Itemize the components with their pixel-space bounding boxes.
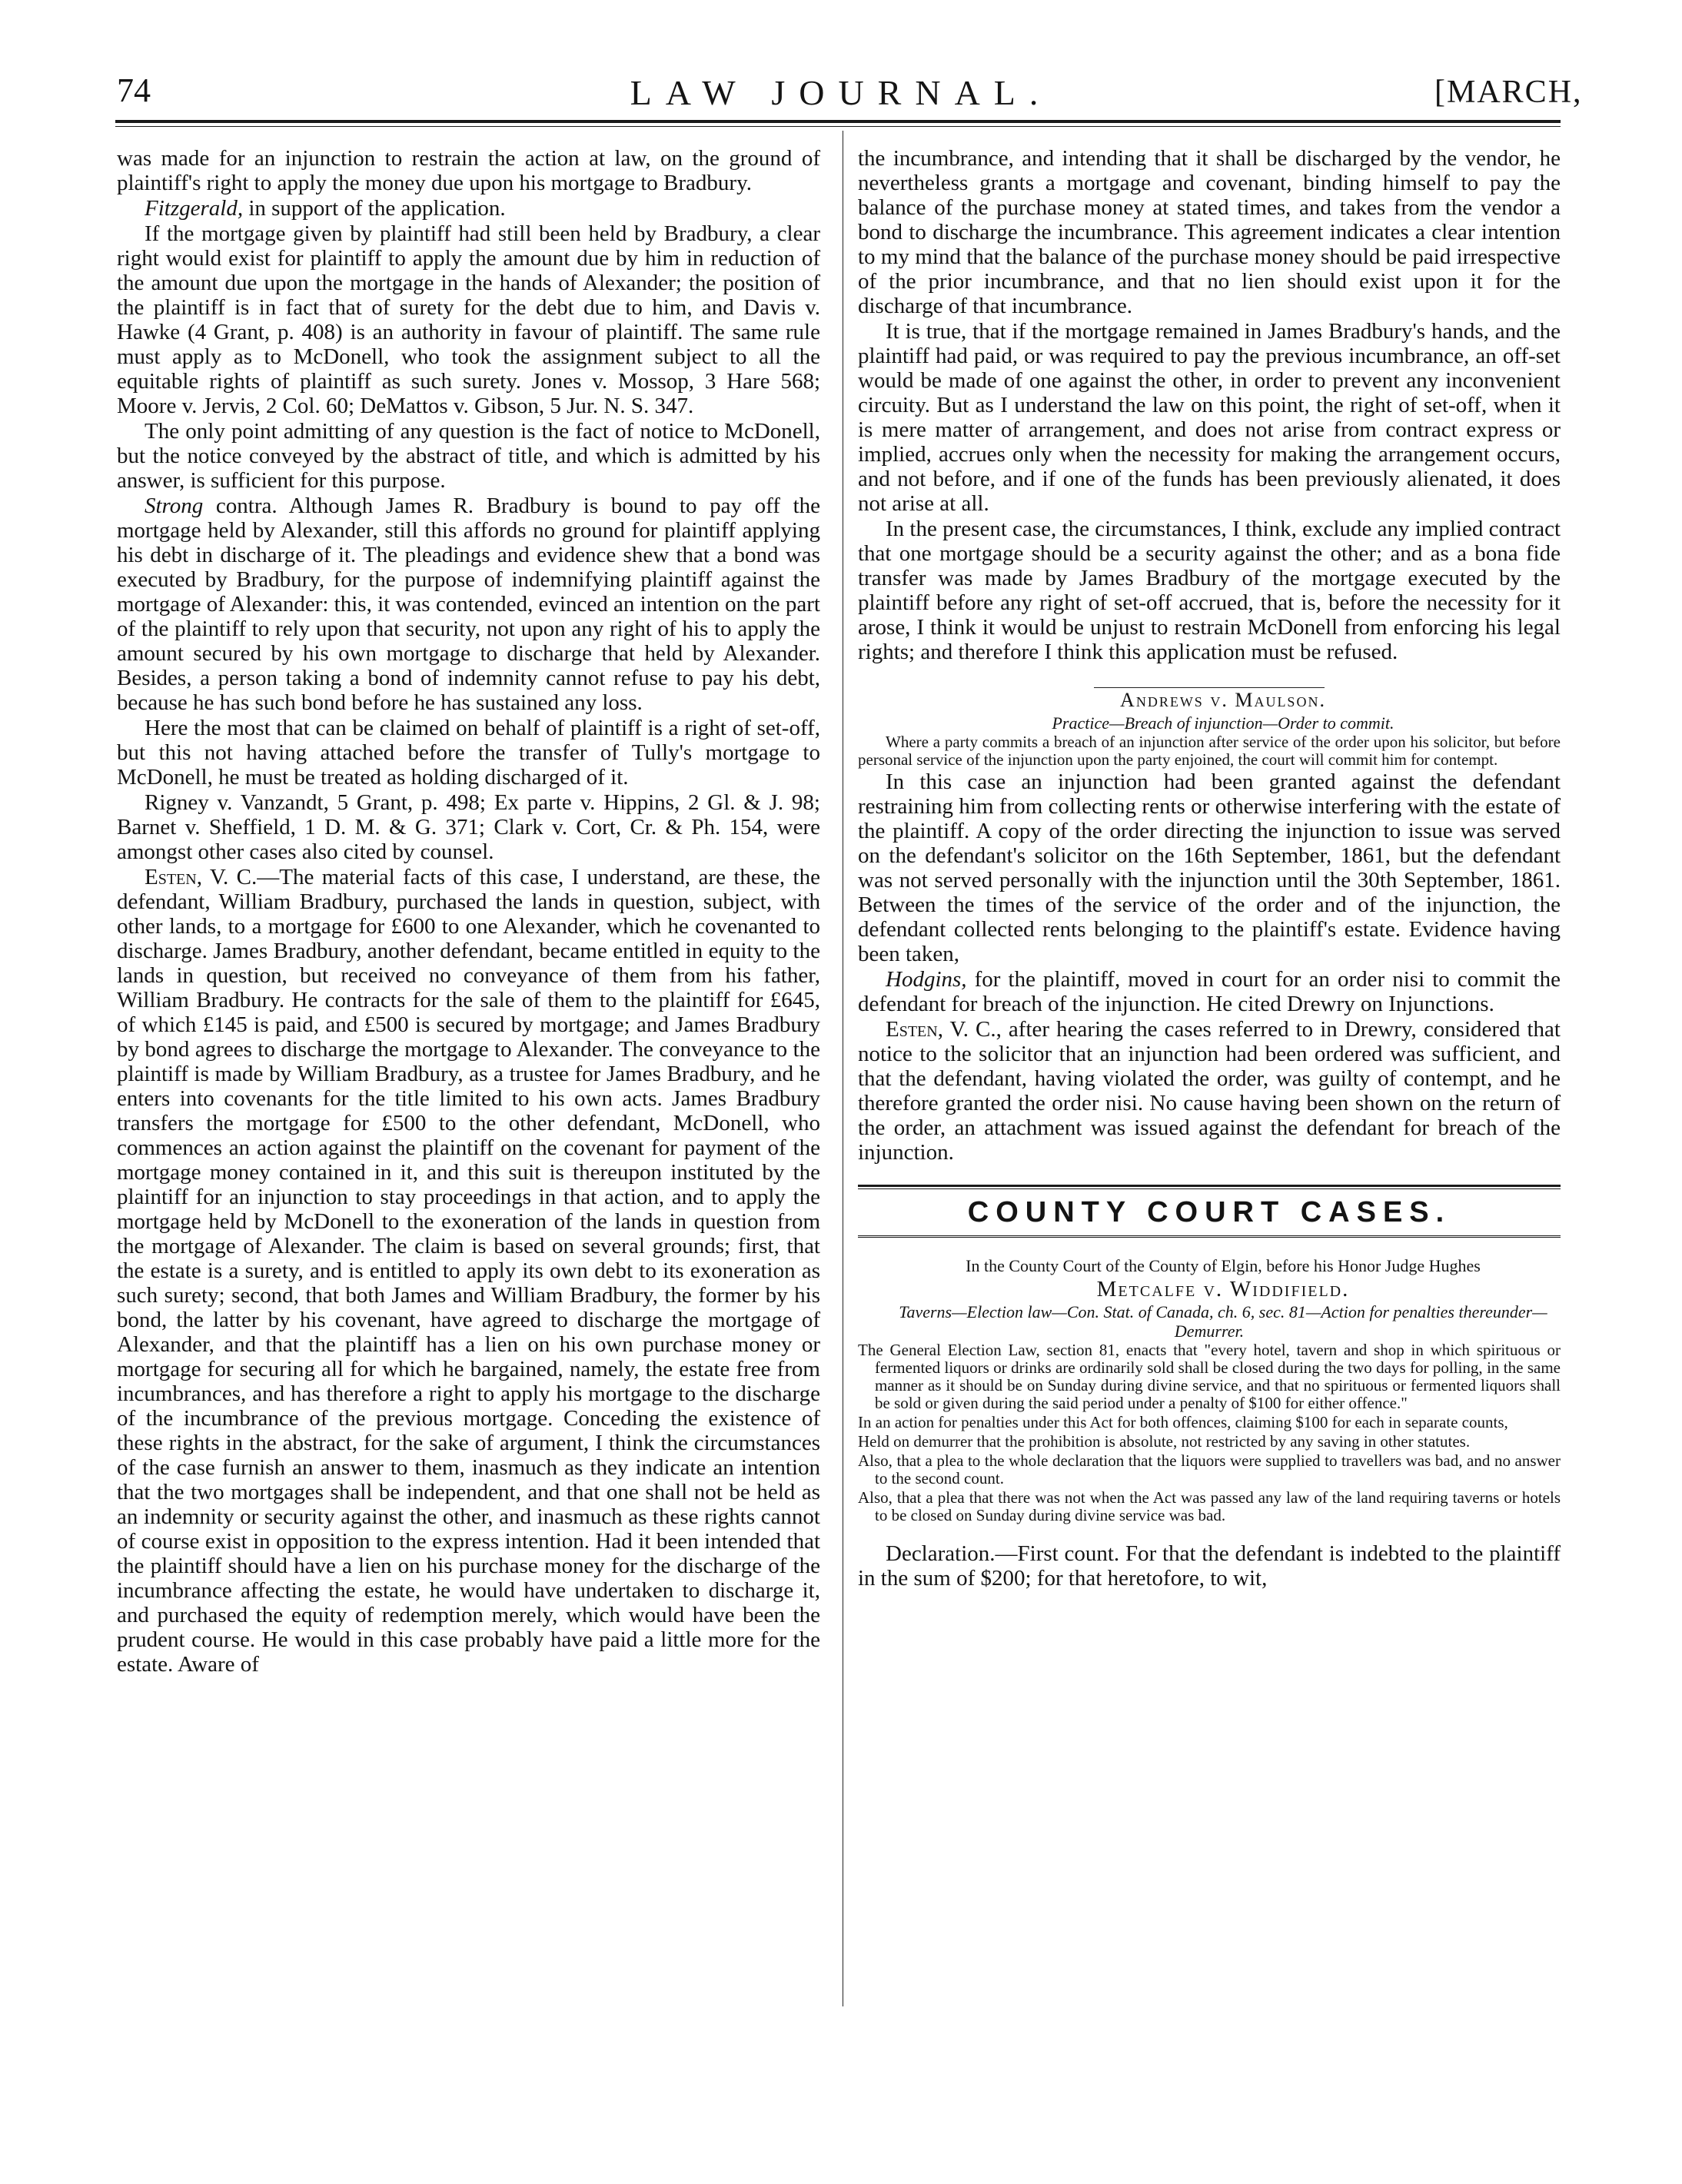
paragraph: If the mortgage given by plaintiff had still been held by Bradbury, a clear right would exist for plaintiff to apply the amount due by him in reduction of the amount due upon the mortgage in the hands of Alexander; the position of the plaintiff is in fact that of surety for the debt due to him, and Davis v. Hawke (4 Grant, p. 408) is an authority in favour of plaintiff. The same rule must apply as to McDonell, who took the assignment subject to all the equitable rights of plaintiff as such surety. Jones v. Mossop, 3 Hare 568; Moore v. Jervis, 2 Col. 60; DeMattos v. Gibson, 5 Jur. N. S. 347. — [117, 221, 820, 418]
counsel-name: Strong — [145, 494, 204, 518]
headnote: Held on demurrer that the prohibition is absolute, not restricted by any saving in other statutes. — [858, 1432, 1471, 1451]
section-rule-top-thin — [858, 1188, 1561, 1189]
paragraph — [117, 494, 820, 715]
headnote-title: Taverns—Election law—Con. Stat. of Canada, ch. 6, sec. 81—Action for penalties thereunder—Demurrer. — [899, 1302, 1547, 1341]
headnote: Also, that a plea that there was not when the Act was passed any law of the land requiring taverns or hotels to be closed on Sunday during divine service was bad. — [858, 1488, 1561, 1524]
counsel-name: Fitzgerald, — [145, 196, 244, 221]
header-rule — [115, 120, 1561, 123]
journal-title: LAW JOURNAL. — [630, 73, 1052, 112]
headnote: Where a party commits a breach of an injunction after service of the order upon his solicitor, but before personal service of the injunction upon the party enjoined, the court will commit him for contempt. — [858, 733, 1561, 769]
counsel-name: Hodgins, — [886, 967, 967, 992]
paragraph: Here the most that can be claimed on behalf of plaintiff is a right of set-off, but this not having attached before the transfer of Tully's mortgage to McDonell, he must be treated as holding discharged of it. — [117, 716, 820, 789]
section-rule-bottom — [858, 1235, 1561, 1238]
judge-name: Esten, V. C. — [145, 865, 258, 889]
headnote: Also, that a plea to the whole declaration that the liquors were supplied to travellers was bad, and no answer to the second count. — [858, 1451, 1561, 1488]
paragraph-text: for the plaintiff, moved in court for an order nisi to commit the defendant for breach of the injunction. He cited Drewry on Injunctions. — [858, 967, 1561, 1016]
paragraph: was made for an injunction to restrain the action at law, on the ground of plaintiff's right to apply the money due upon his mortgage to Bradbury. — [117, 146, 820, 195]
paragraph: the incumbrance, and intending that it shall be discharged by the vendor, he nevertheless grants a mortgage and covenant, binding himself to pay the balance of the purchase money at stated times, and takes from the vendor a bond to discharge the incumbrance. This agreement indicates a clear intention to my mind that the balance of the purchase money should be paid irrespective of the prior incumbrance, and that no lien should exist upon it for the discharge of that incumbrance. — [858, 146, 1561, 318]
paragraph: The only point admitting of any question is the fact of notice to McDonell, but the notice conveyed by the abstract of title, and which is admitted by his answer, is sufficient for this purpose. — [117, 419, 820, 493]
court-line: In the County Court of the County of Elgin, before his Honor Judge Hughes — [966, 1256, 1481, 1275]
paragraph: It is true, that if the mortgage remained in James Bradbury's hands, and the plaintiff had paid, or was required to pay the previous incumbrance, an off-set would be made of one against the other, in order to prevent any inconvenient circuity. But as I understand the law on this point, the right of set-off, when it is mere matter of arrangement, and does not arise from contract express or implied, accrues only when the necessity for making the arrangement occurs, and not before, and if one of the funds has been previously alienated, it does not arise at all. — [858, 319, 1561, 516]
judgment-paragraph — [858, 1017, 1561, 1165]
page-number: 74 — [117, 71, 151, 109]
paragraph: Declaration.—First count. For that the defendant is indebted to the plaintiff in the sum of $200; for that heretofore, to wit, — [858, 1541, 1561, 1591]
paragraph-text: contra. Although James R. Bradbury is bound to pay off the mortgage held by Alexander, still this affords no ground for plaintiff applying his debt in discharge of it. The pleadings and evidence shew that a bond was executed by Bradbury, for the purpose of indemnifying plaintiff against the mortgage of Alexander: this, it was contended, evinced an intention on the part of the plaintiff to rely upon that security, not upon any right of his to apply the amount secured by his own mortgage to discharge that held by Alexander. Besides, a person taking a bond of indemnity cannot refuse to pay his debt, because he has such bond before he has sustained any loss. — [117, 494, 820, 715]
right-column — [858, 146, 1561, 1591]
section-title: COUNTY COURT CASES. — [967, 1196, 1451, 1228]
headnote: The General Election Law, section 81, enacts that "every hotel, tavern and shop in which spirituous or fermented liquors or drinks are ordinarily sold shall be closed during the two days for polling, in the same manner as it should be on Sunday during divine service, and that no spirituous or fermented liquors shall be sold or given during the said period under a penalty of $100 for either offence." — [858, 1341, 1561, 1412]
judgment-paragraph — [117, 865, 820, 1677]
case-title: Andrews v. Maulson. — [1120, 689, 1326, 711]
headnote: In an action for penalties under this Act for both offences, claiming $100 for each in separate counts, — [858, 1413, 1508, 1431]
headnote-title: Practice—Breach of injunction—Order to commit. — [1052, 713, 1394, 733]
judge-name: Esten, V. C., — [886, 1017, 1002, 1042]
paragraph-text: in support of the application. — [243, 196, 506, 221]
paragraph — [858, 967, 1561, 1016]
header-rule-thin — [115, 126, 1561, 127]
paragraph: In this case an injunction had been granted against the defendant restraining him from collecting rents or otherwise interfering with the estate of the plaintiff. A copy of the order directing the injunction to issue was served on the defendant's solicitor on the 16th September, 1861, but the defendant was not served personally with the injunction until the 30th September, 1861. Between the times of the service of the order and of the injunction, the defendant collected rents belonging to the plaintiff's estate. Evidence having been taken, — [858, 770, 1561, 966]
paragraph-text: after hearing the cases referred to in Drewry, considered that notice to the solicitor that an injunction had been ordered was sufficient, and that the defendant, having violated the order, was guilty of contempt, and he therefore granted the order nisi. No cause having been shown on the return of the order, an attachment was issued against the defendant for breach of the injunction. — [858, 1017, 1561, 1165]
case-title: Metcalfe v. Widdifield. — [1096, 1277, 1350, 1301]
paragraph — [117, 196, 820, 221]
paragraph: In the present case, the circumstances, I think, exclude any implied contract that one mortgage should be a security against the other; and as a bona fide transfer was made by James Bradbury of the mortgage executed by the plaintiff before any right of set-off accrued, that is, before the necessity for it arose, I think it would be unjust to restrain McDonell from enforcing his legal rights; and therefore I think this application must be refused. — [858, 517, 1561, 664]
paragraph-text: —The material facts of this case, I understand, are these, the defendant, William Bradbury, purchased the lands in question, subject, with other lands, to a mortgage for £600 to one Alexander, which he covenanted to discharge. James Bradbury, another defendant, became entitled in equity to the lands in question, but received no conveyance of them from his father, William Bradbury. He contracts for the sale of them to the plaintiff for £645, of which £145 is paid, and £500 is secured by mortgage; and James Bradbury by bond agrees to discharge the mortgage to Alexander. The conveyance to the plaintiff is made by William Bradbury, as a trustee for James Bradbury, and he enters into covenants for the title limited to his own acts. James Bradbury transfers the mortgage for £500 to the other defendant, McDonell, who commences an action against the plaintiff on the covenant for payment of the mortgage money contained in it, and this suit is thereupon instituted by the plaintiff for an injunction to stay proceedings in that action, and to apply the mortgage held by McDonell to the exoneration of the lands in question from the mortgage of Alexander. The claim is based on several grounds; first, that the estate is a surety, and is entitled to apply its own debt to its exoneration as such surety; second, that both James and William Bradbury, the former by his bond, the latter by his covenant, have agreed to discharge the mortgage of Alexander, and that the plaintiff has a lien on his own purchase money or mortgage for securing all for which he bargained, namely, the estate free from incumbrances, and has therefore a right to apply his mortgage to the discharge of the incumbrance of the previous mortgage. Conceding the existence of these rights in the abstract, for the sake of argument, I think the circumstances of the case furnish an answer to them, inasmuch as they indicate an intention that the two mortgages shall be independent, and that one shall not be held as an indemnity or security against the other, and inasmuch as these rights cannot of course exist in opposition to the express intention. Had it been intended that the plaintiff should have a lien on his purchase money for the discharge of the incumbrance affecting the estate, he would have undertaken to discharge it, and purchased the equity of redemption merely, which would have been the prudent course. He would in this case probably have paid a little more for the estate. Aware of — [117, 865, 820, 1677]
section-rule-top — [858, 1185, 1561, 1187]
paragraph: Rigney v. Vanzandt, 5 Grant, p. 498; Ex parte v. Hippins, 2 Gl. & J. 98; Barnet v. Sheffield, 1 D. M. & G. 371; Clark v. Cort, Cr. & Ph. 154, were amongst other cases also cited by counsel. — [117, 790, 820, 864]
running-month: [MARCH, — [1434, 75, 1583, 110]
left-column — [117, 146, 820, 1677]
